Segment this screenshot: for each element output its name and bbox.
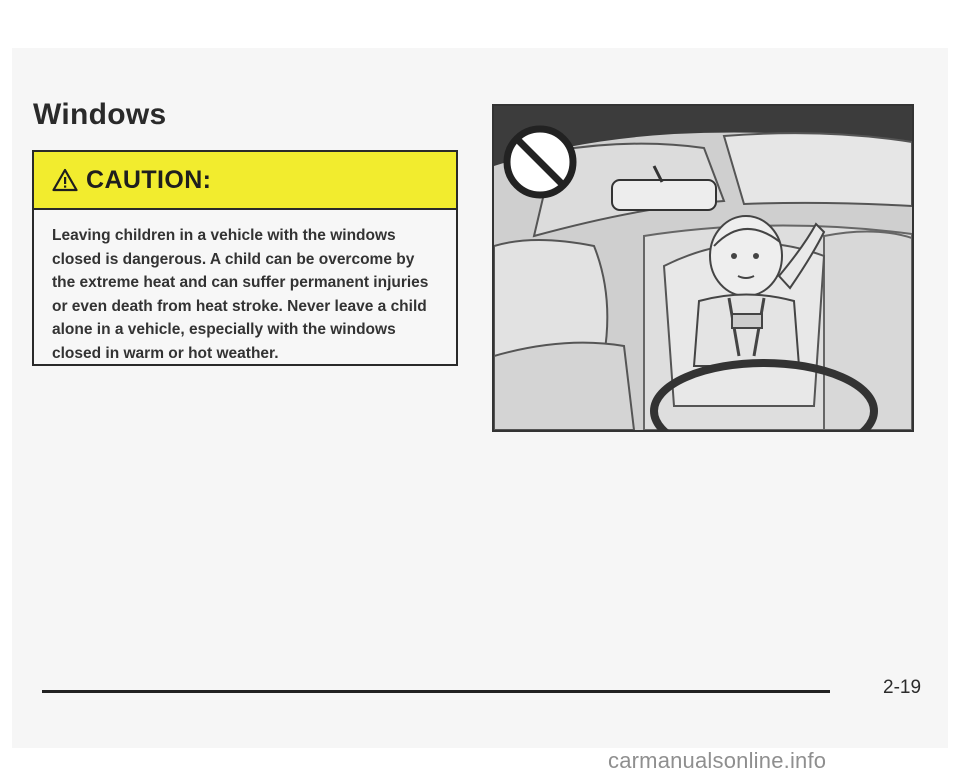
caution-text: Leaving children in a vehicle with the windows closed is dangerous. A child can be overcome by the extreme heat and can suffer permanent injuries or even death from heat stroke. Never leave a child alone in a vehicle, especially with the windows closed in warm or hot weather.	[52, 227, 429, 362]
warning-triangle-icon	[52, 168, 78, 192]
page-number: 2-19	[883, 677, 922, 698]
caution-box	[32, 150, 458, 366]
footer-rule	[42, 690, 830, 693]
caution-header	[34, 152, 456, 210]
section-title: Windows	[33, 98, 167, 131]
caution-label: CAUTION:	[86, 165, 212, 194]
no-symbol-icon	[507, 129, 573, 195]
site-watermark[interactable]: carmanualsonline.info	[608, 748, 827, 773]
child-in-car-illustration	[492, 104, 914, 432]
